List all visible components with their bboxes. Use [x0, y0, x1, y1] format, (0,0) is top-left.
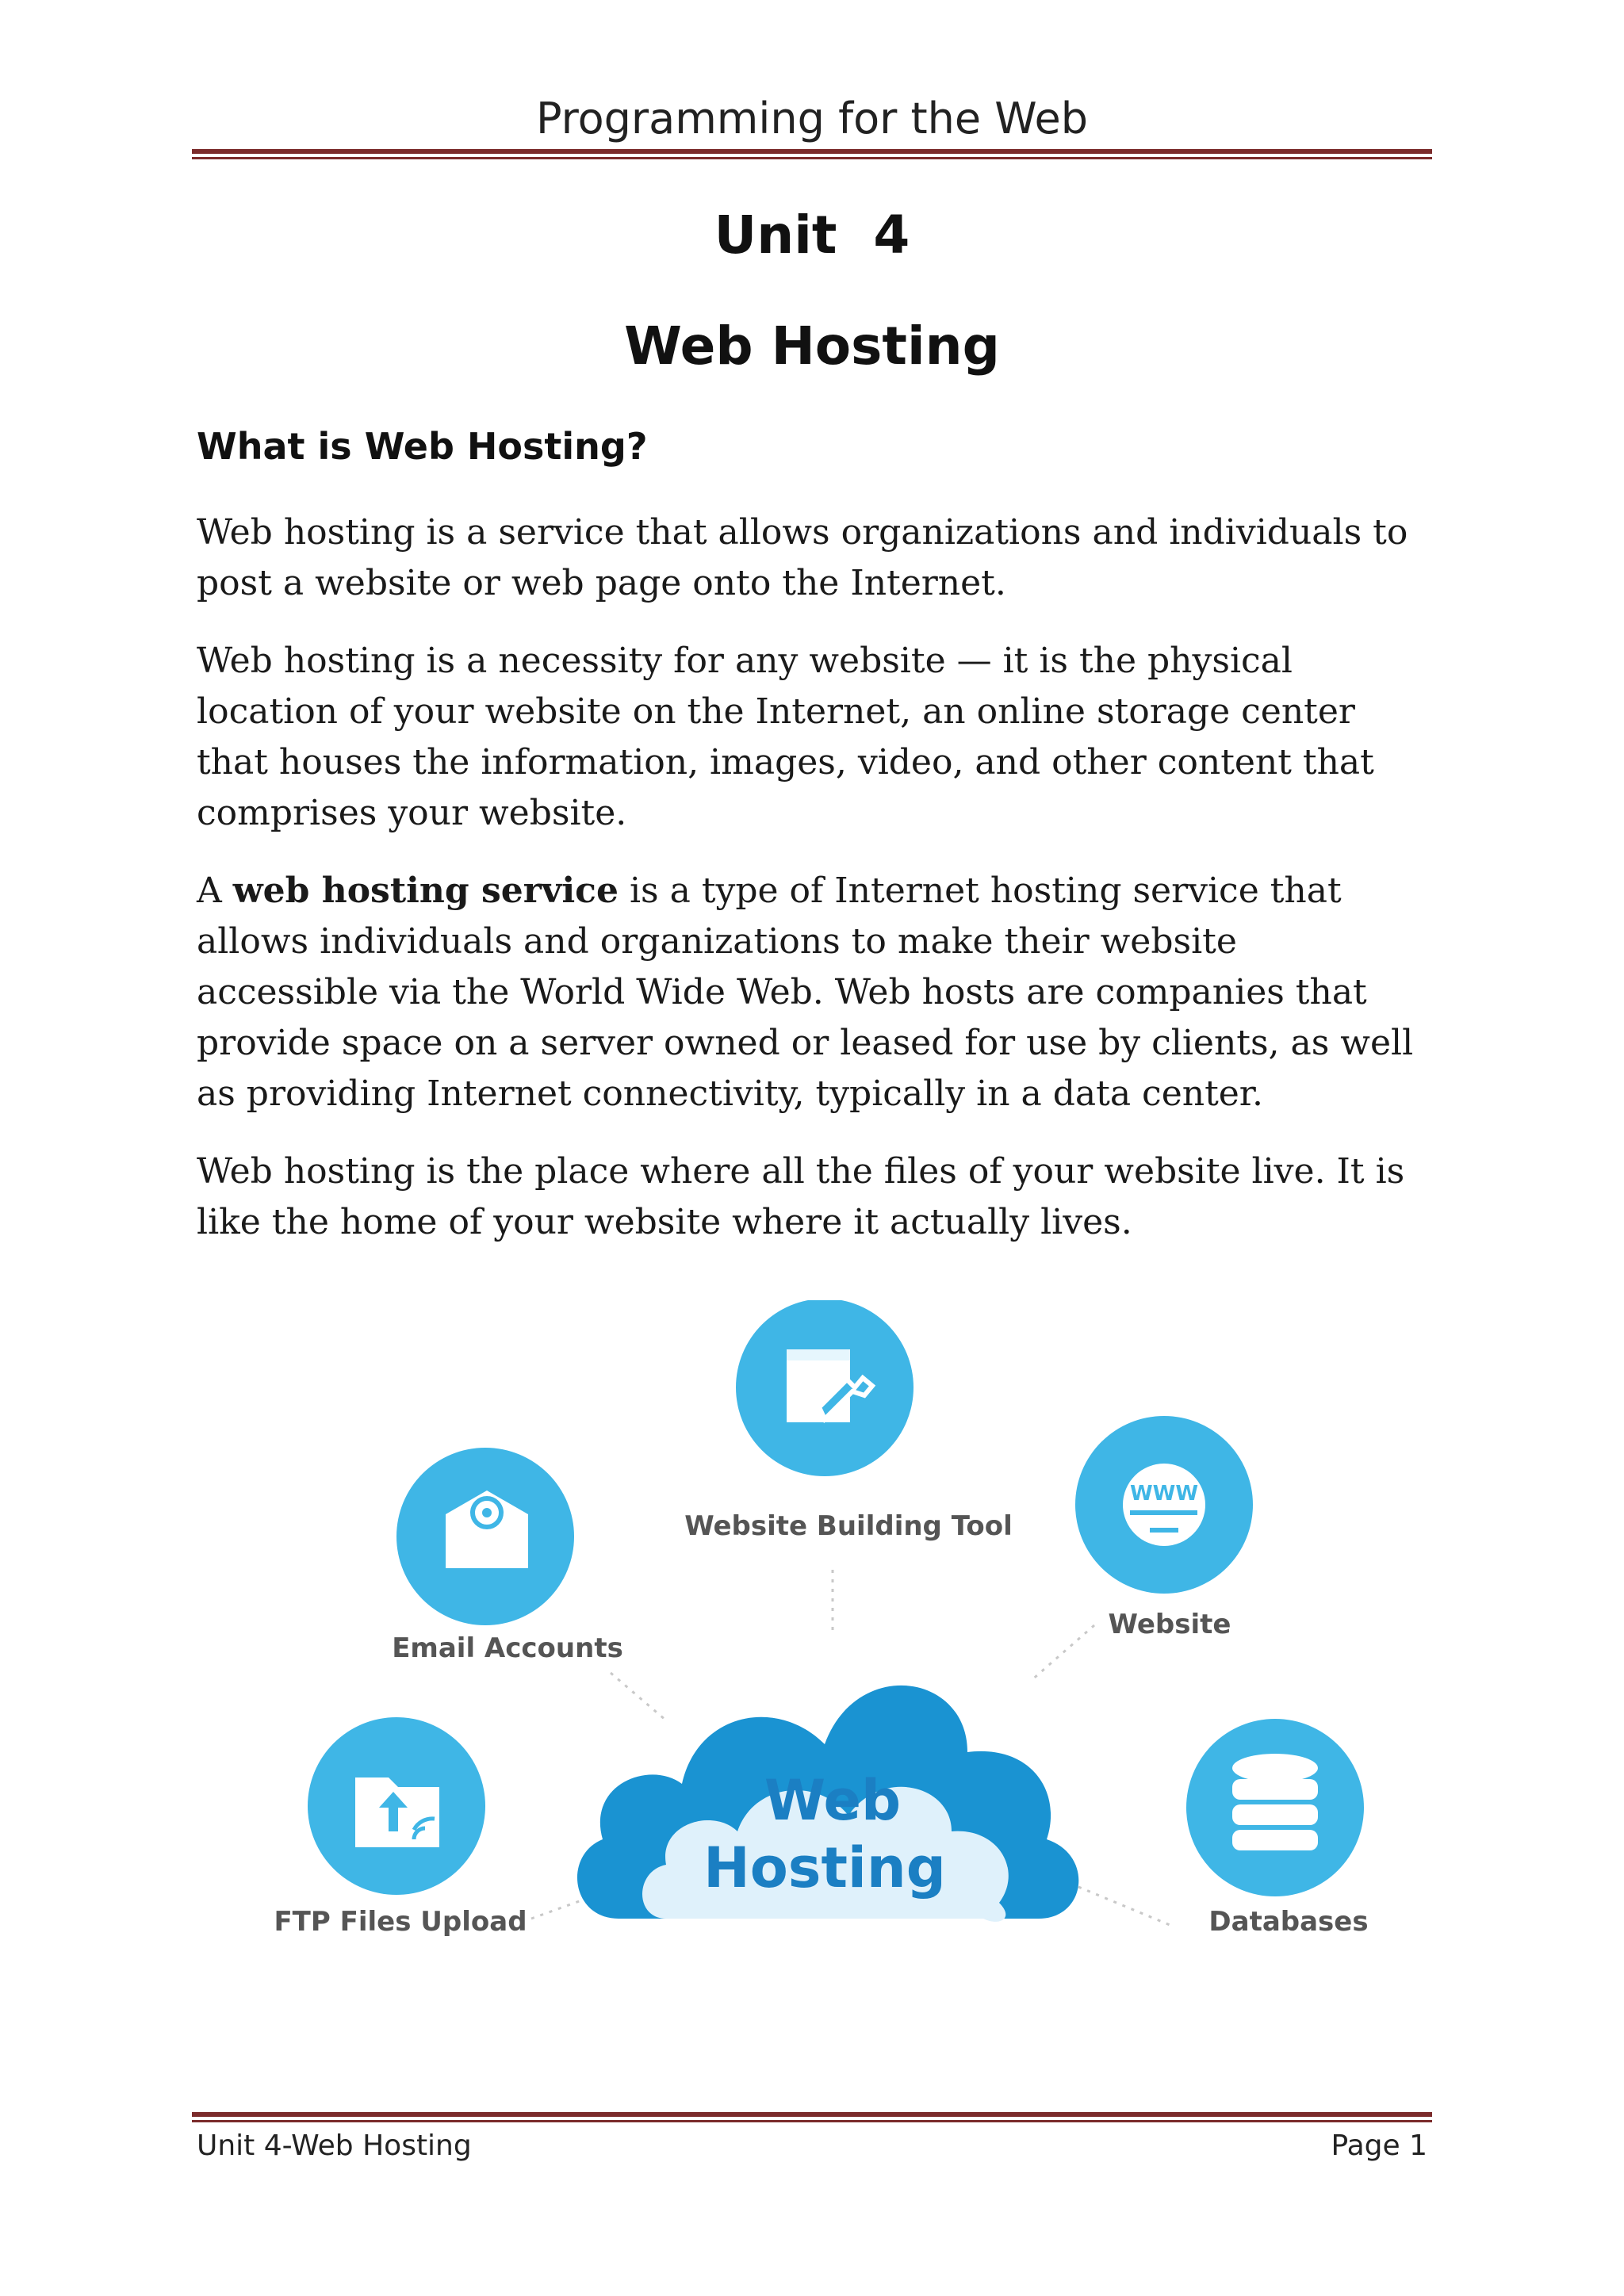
cloud-label-line1: Web [764, 1768, 902, 1833]
cloud-label-line2: Hosting [703, 1835, 946, 1900]
label-databases: Databases [1208, 1906, 1369, 1938]
footer-rule [192, 2112, 1432, 2122]
node-website-building-tool [684, 1300, 1013, 1542]
page-title: Web Hosting [624, 316, 1000, 377]
paragraph-3 [197, 866, 1418, 1119]
node-website [1075, 1416, 1253, 1640]
cloud-icon [577, 1686, 1078, 1922]
running-header: Programming for the Web [535, 94, 1089, 144]
paragraph-3-rest: is a type of Internet hosting service that allows individuals and organizations to make their website accessible via the World Wide Web. Web hosts are companies that provide space on a server owned or leased for use by clients, as well as providing Internet connectivity, typically in a data center. [197, 871, 1414, 1114]
footer-unit-label: Unit 4-Web Hosting [197, 2130, 472, 2162]
header-rule [192, 149, 1432, 159]
label-ftp-files-upload: FTP Files Upload [274, 1906, 527, 1938]
label-website: Website [1108, 1609, 1231, 1640]
svg-text:WWW: WWW [1129, 1482, 1199, 1506]
paragraph-4: Web hosting is the place where all the files of your website live. It is like the home of your website where it actually lives. [197, 1151, 1405, 1242]
node-databases [1186, 1719, 1369, 1938]
upload-folder-icon [355, 1777, 439, 1847]
section-heading: What is Web Hosting? [197, 425, 648, 468]
body-text [197, 507, 1418, 1275]
paragraph-3-prefix: A [197, 871, 233, 911]
footer-page-number: Page 1 [1331, 2130, 1427, 2162]
paragraph-1: Web hosting is a service that allows organizations and individuals to post a website or web page onto the Internet. [197, 512, 1408, 603]
node-email-accounts [392, 1448, 623, 1664]
unit-title: Unit 4 [714, 205, 910, 266]
www-globe-icon [1123, 1464, 1205, 1546]
paragraph-3-bold-term: web hosting service [232, 871, 619, 911]
web-hosting-diagram [270, 1300, 1396, 1966]
paragraph-2: Web hosting is a necessity for any website — it is the physical location of your website on the Internet, an online storage center that houses the information, images, video, and other content that comprises your website. [197, 641, 1374, 833]
label-email-accounts: Email Accounts [392, 1632, 623, 1664]
label-website-building-tool: Website Building Tool [684, 1510, 1013, 1542]
node-ftp-files-upload [274, 1717, 527, 1938]
